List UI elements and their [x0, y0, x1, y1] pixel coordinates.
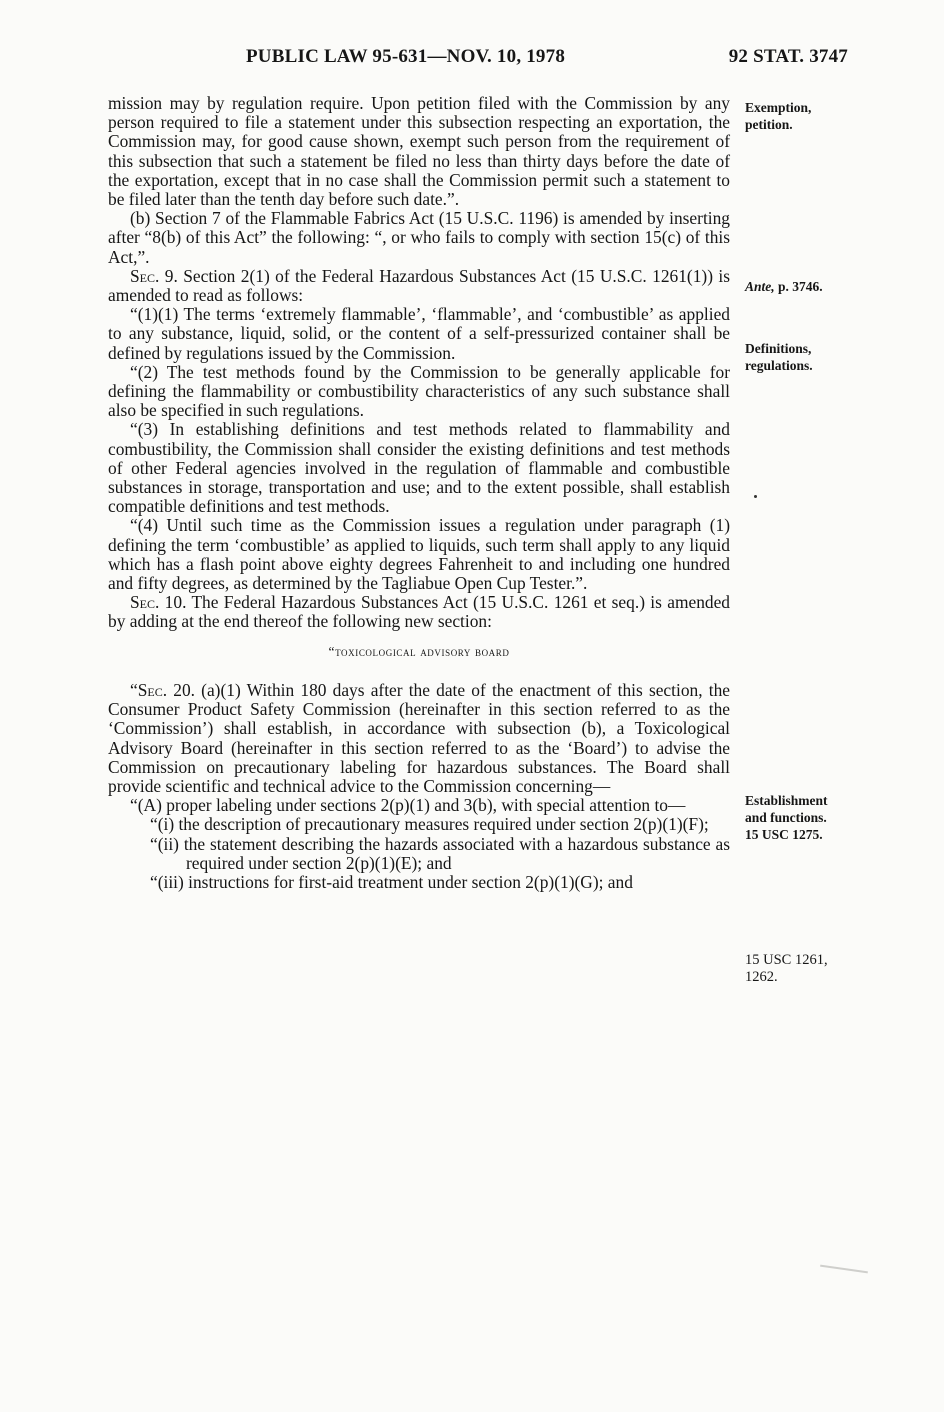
paragraph-definition-2: “(2) The test methods found by the Commission to be generally applicable for defining the flammability or combustibility characteristics of any such substance shall also be specified in such regulations.	[108, 361, 730, 421]
margin-note-establishment: Establishment and functions. 15 USC 1275.	[745, 793, 828, 842]
paragraph-clause-i: “(i) the description of precautionary measures required under section 2(p)(1)(F);	[150, 814, 709, 835]
body-text	[108, 94, 730, 892]
paragraph-clause-iii: “(iii) instructions for first-aid treatment under section 2(p)(1)(G); and	[150, 871, 633, 892]
margin-note-ante	[745, 278, 885, 295]
section-9-text: Section 2(1) of the Federal Hazardous Substances Act (15 U.S.C. 1261(1)) is amended to read as follows:	[108, 265, 730, 306]
section-20-label: “Sec. 20.	[130, 679, 195, 700]
paragraph-section-10	[108, 593, 730, 631]
section-10-label: Sec. 10.	[130, 592, 187, 613]
header-stat-page: 92 STAT. 3747	[728, 46, 848, 67]
clause-a-text: “(A) proper labeling under sections 2(p)(1) and 3(b), with special attention to—	[130, 795, 686, 816]
margin-note-exemption: Exemption, petition.	[745, 100, 812, 132]
section-10-text: The Federal Hazardous Substances Act (15 U.S.C. 1261 et seq.) is amended by adding at the end thereof the following new section:	[108, 592, 730, 632]
section-heading-toxicological-board: “toxicological advisory board	[328, 643, 510, 659]
section-20-text: (a)(1) Within 180 days after the date of the enactment of this section, the Consumer Product Safety Commission (hereinafter in this section referred to as the ‘Commission’) shall establish, in accordance with subsection (b), a Toxicological Advisory Board (hereinafter in this section referred to as the ‘Board’) to advise the Commission on precautionary labeling for hazardous substances. The Board shall provide scientific and technical advice to the Commission concerning—	[108, 679, 730, 796]
paragraph-definition-3: “(3) In establishing definitions and test methods related to flammability and combustibility, the Commission shall consider the existing definitions and test methods of other Federal agencies involved in the regulation of flammable and combustible substances in storage, transportation and use; and to the extent possible, shall establish compatible definitions and test methods.	[108, 419, 730, 517]
margin-note-ante-page: p. 3746.	[774, 279, 823, 294]
paragraph-definition-4: “(4) Until such time as the Commission issues a regulation under paragraph (1) defining the term ‘combustible’ as applied to liquids, such term shall apply to any liquid which has a flash point above eighty degrees Fahrenheit to and including one hundred and fifty degrees, as determined by the Tagliabue Open Cup Tester.”.	[108, 515, 730, 594]
paragraph-definition-1: “(1)(1) The terms ‘extremely flammable’, ‘flammable’, and ‘combustible’ as applied to any substance, liquid, solid, or the content of a self-pressurized container shall be defined by regulations issued by the Commission.	[108, 304, 730, 363]
paragraph-section-20	[108, 681, 730, 796]
paragraph-clause-a	[108, 796, 730, 815]
paper-smudge	[820, 1265, 868, 1274]
margin-note-usc-citation: 15 USC 1261, 1262.	[745, 952, 828, 985]
margin-note-ante-label: Ante,	[745, 279, 775, 294]
header-public-law: PUBLIC LAW 95-631—NOV. 10, 1978	[246, 46, 566, 67]
paper-speck	[754, 495, 757, 498]
section-9-label: Sec. 9.	[130, 265, 178, 286]
margin-note-definitions: Definitions, regulations.	[745, 341, 813, 373]
paragraph-continued: mission may by regulation require. Upon petition filed with the Commission by any person required to file a statement under this subsection respecting an exportation, the Commission may, for good cause shown, exempt such person from the requirement of this subsection that such a statement be filed no less than thirty days before the date of the exportation, except that in no case shall the Commission permit such a statement to be filed later than the tenth day before such date.”.	[108, 93, 730, 210]
paragraph-clause-ii: “(ii) the statement describing the hazards associated with a hazardous substance as required under section 2(p)(1)(E); and	[150, 833, 730, 873]
paragraph-section-9	[108, 267, 730, 305]
page-header	[108, 46, 848, 76]
paragraph-section-8b: (b) Section 7 of the Flammable Fabrics Act (15 U.S.C. 1196) is amended by inserting after “8(b) of this Act” the following: “, or who fails to comply with section 15(c) of this Act,”.	[108, 208, 730, 267]
